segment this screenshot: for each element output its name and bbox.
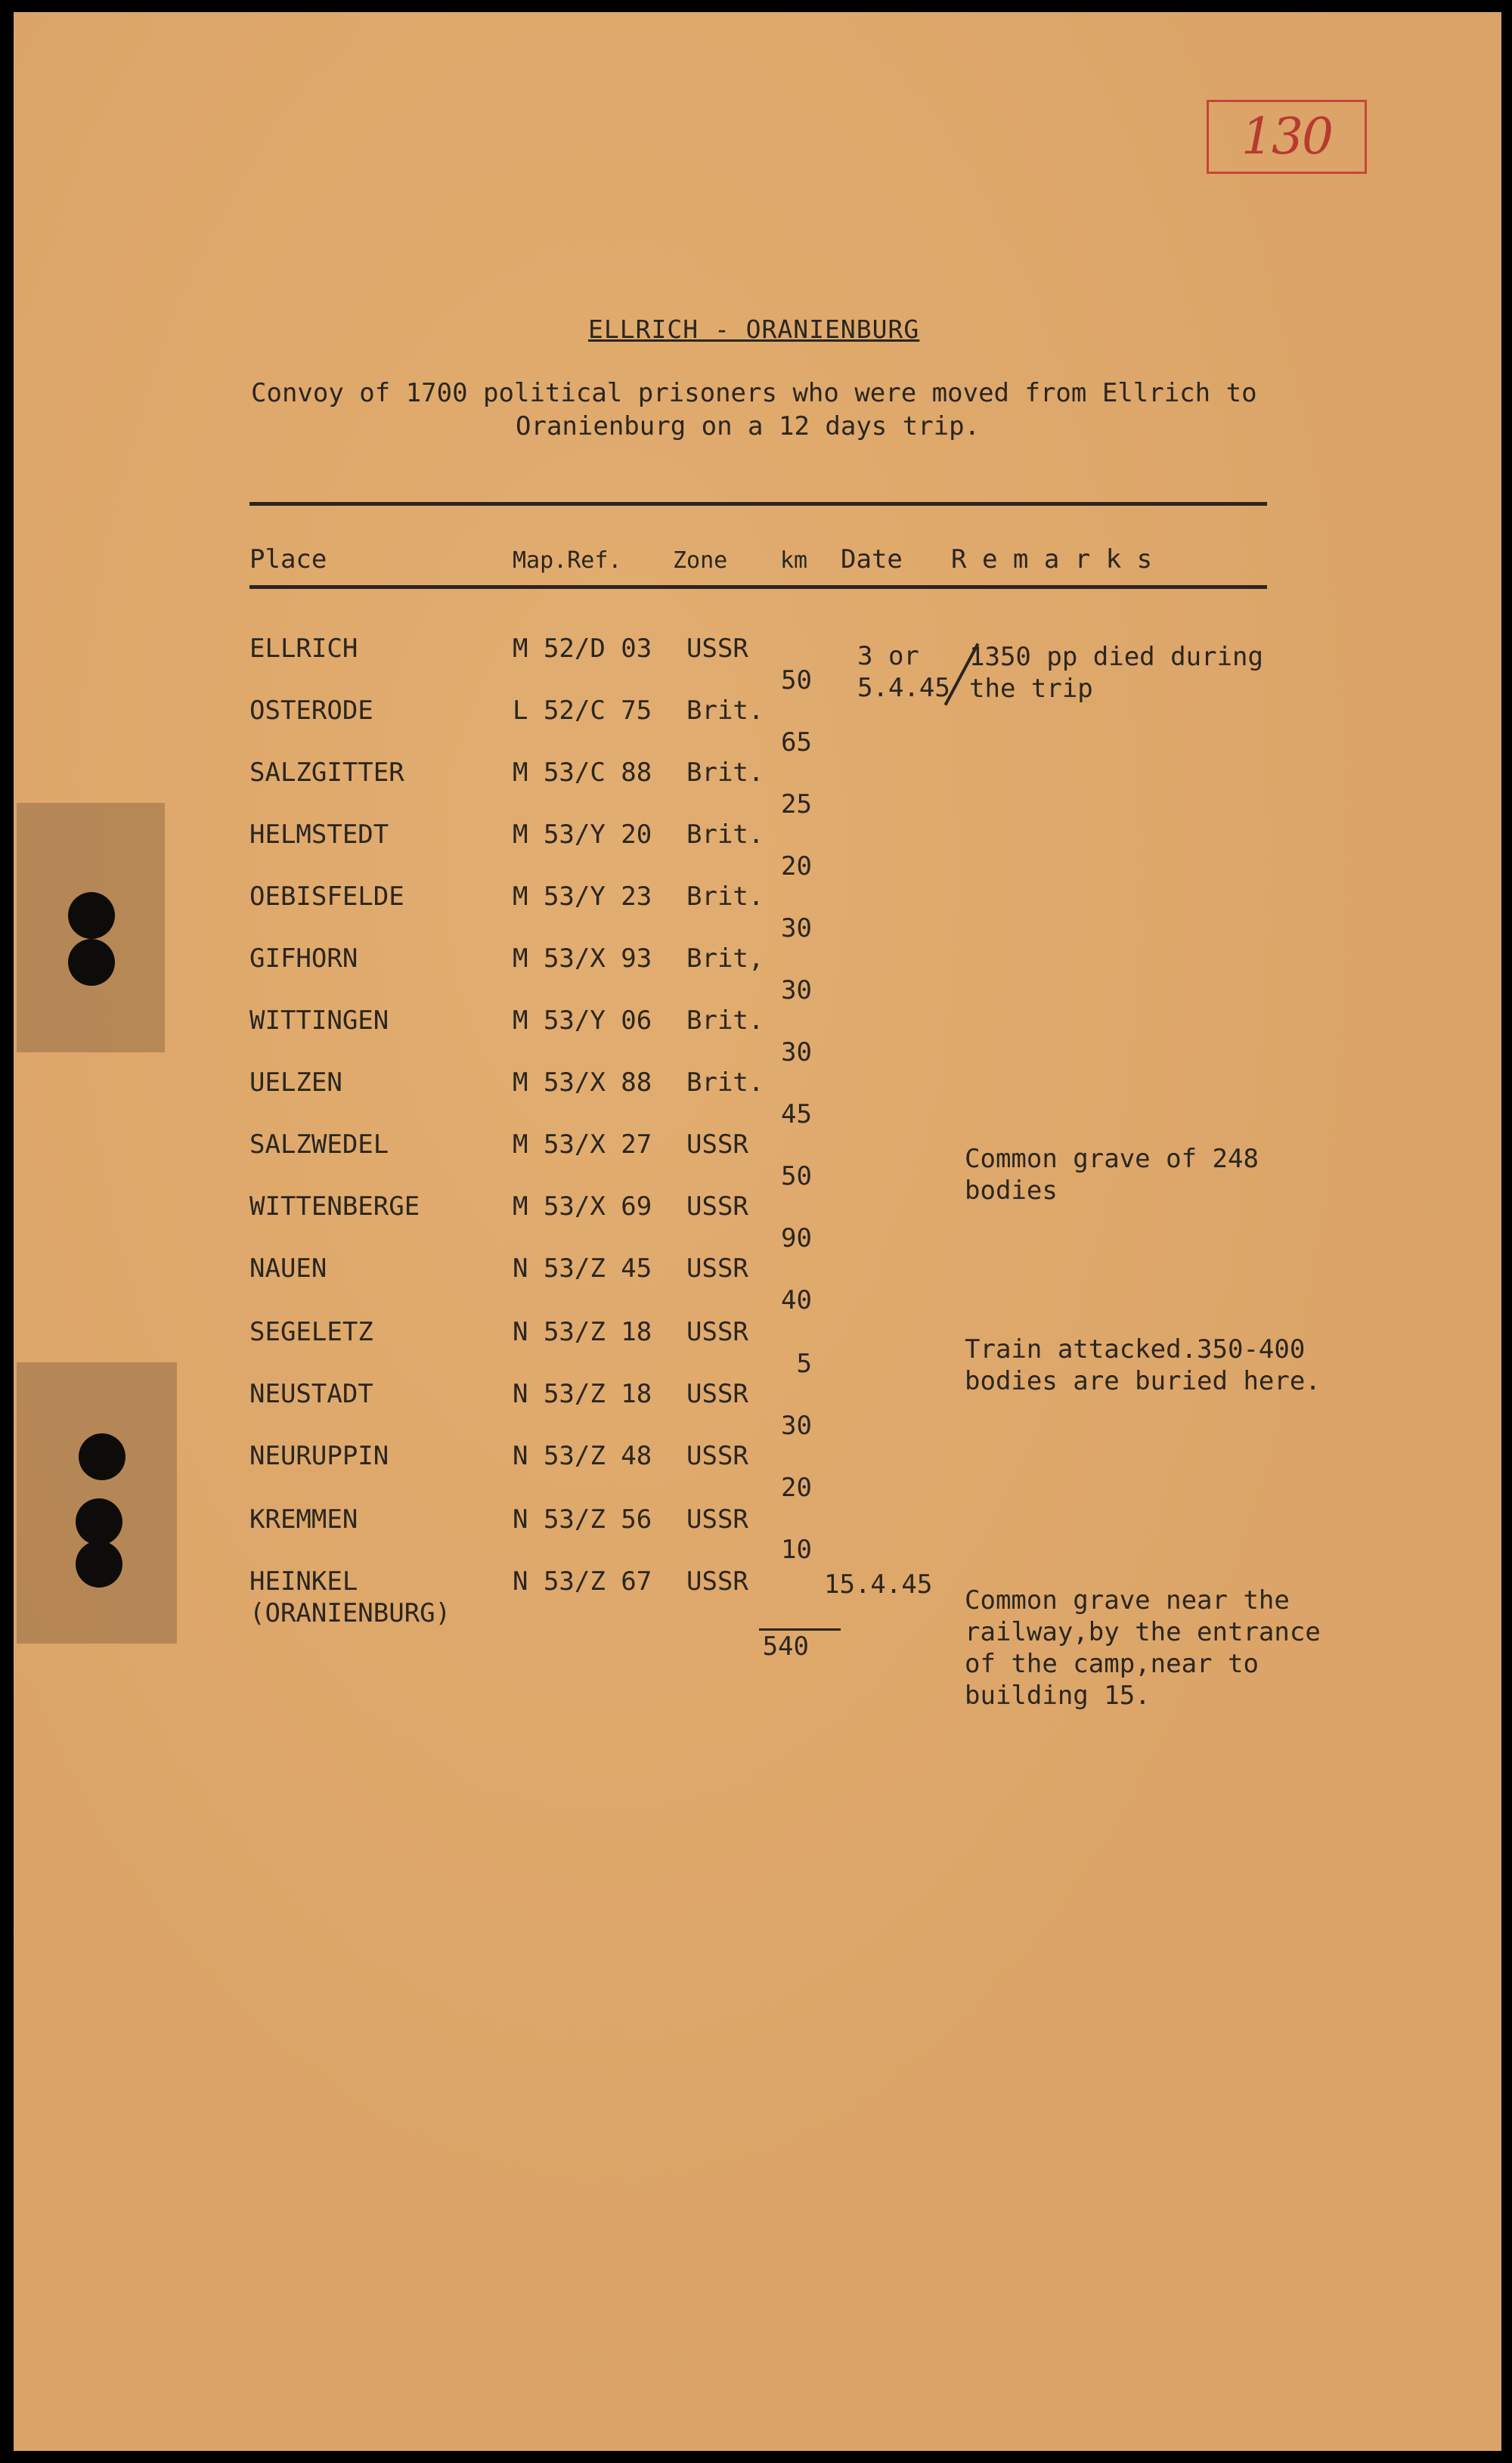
km-segment: 50	[781, 1161, 812, 1191]
map-ref-cell: M 53/Y 20	[513, 819, 652, 850]
km-total-rule	[759, 1628, 841, 1631]
punch-hole	[68, 892, 115, 939]
km-segment: 30	[781, 1037, 812, 1067]
place-cell: SALZWEDEL	[249, 1129, 389, 1160]
zone-cell: USSR	[686, 1129, 748, 1160]
remark-heinkel: Common grave near the railway,by the entrance of the camp,near to building 15.	[965, 1585, 1321, 1711]
map-ref-cell: M 52/D 03	[513, 634, 652, 664]
document-page	[14, 12, 1501, 2451]
km-segment: 90	[781, 1223, 812, 1253]
km-segment: 65	[781, 727, 812, 757]
map-ref-cell: M 53/C 88	[513, 757, 652, 788]
place-cell: WITTINGEN	[249, 1005, 389, 1036]
place-cell: NEUSTADT	[249, 1379, 373, 1409]
header-map-ref: Map.Ref.	[513, 547, 622, 574]
map-ref-cell: N 53/Z 45	[513, 1253, 652, 1284]
header-date: Date	[841, 544, 903, 575]
km-segment: 5	[796, 1349, 812, 1379]
map-ref-cell: N 53/Z 56	[513, 1504, 652, 1535]
km-segment: 25	[781, 789, 812, 819]
zone-cell: USSR	[686, 1253, 748, 1284]
map-ref-cell: M 53/X 27	[513, 1129, 652, 1160]
zone-cell: USSR	[686, 634, 748, 664]
map-ref-cell: M 53/X 88	[513, 1067, 652, 1098]
km-segment: 40	[781, 1285, 812, 1315]
place-cell: OSTERODE	[249, 696, 373, 726]
map-ref-cell: N 53/Z 48	[513, 1441, 652, 1471]
km-segment: 30	[781, 1411, 812, 1441]
remark-salzwedel: Common grave of 248 bodies	[965, 1144, 1259, 1206]
km-segment: 30	[781, 975, 812, 1005]
zone-cell: Brit.	[686, 696, 764, 726]
punch-hole	[79, 1433, 125, 1480]
place-cell: NAUEN	[249, 1253, 327, 1284]
date-end: 15.4.45	[824, 1569, 933, 1600]
km-segment: 20	[781, 851, 812, 881]
intro-line-2: Oranienburg on a 12 days trip.	[516, 411, 981, 441]
header-km: km	[780, 547, 808, 574]
table-top-rule	[249, 502, 1267, 506]
map-ref-cell: L 52/C 75	[513, 696, 652, 726]
zone-cell: Brit.	[686, 881, 764, 912]
map-ref-cell: M 53/Y 06	[513, 1005, 652, 1036]
place-cell: WITTENBERGE	[249, 1191, 420, 1222]
place-cell: SEGELETZ	[249, 1317, 373, 1347]
km-segment: 10	[781, 1535, 812, 1565]
zone-cell: Brit.	[686, 757, 764, 788]
header-zone: Zone	[673, 547, 728, 574]
punch-hole	[76, 1498, 122, 1545]
map-ref-cell: M 53/Y 23	[513, 881, 652, 912]
zone-cell: Brit,	[686, 943, 764, 974]
place-cell: OEBISFELDE	[249, 881, 404, 912]
page-number-stamp: 130	[1207, 100, 1367, 174]
map-ref-cell: N 53/Z 18	[513, 1317, 652, 1347]
map-ref-cell: M 53/X 69	[513, 1191, 652, 1222]
km-segment: 50	[781, 665, 812, 696]
date-start-line2: 5.4.45	[857, 673, 950, 703]
place-cell: NEURUPPIN	[249, 1441, 389, 1471]
header-bottom-rule	[249, 585, 1267, 589]
place-cell-line2: (ORANIENBURG)	[249, 1598, 451, 1628]
place-cell: SALZGITTER	[249, 757, 404, 788]
zone-cell: USSR	[686, 1441, 748, 1471]
map-ref-cell: M 53/X 93	[513, 943, 652, 974]
zone-cell: USSR	[686, 1379, 748, 1409]
zone-cell: USSR	[686, 1504, 748, 1535]
date-start-line1: 3 or	[857, 641, 919, 671]
header-place: Place	[249, 544, 327, 575]
remark-ellrich: 1350 pp died during the trip	[969, 642, 1263, 704]
zone-cell: Brit.	[686, 819, 764, 850]
map-ref-cell: N 53/Z 67	[513, 1566, 652, 1597]
zone-cell: USSR	[686, 1317, 748, 1347]
km-total: 540	[762, 1631, 809, 1662]
intro-line-1: Convoy of 1700 political prisoners who were moved from Ellrich to	[251, 378, 1257, 408]
punch-hole	[68, 939, 115, 986]
place-cell: ELLRICH	[249, 634, 358, 664]
place-cell: HEINKEL	[249, 1566, 358, 1597]
zone-cell: USSR	[686, 1191, 748, 1222]
zone-cell: Brit.	[686, 1005, 764, 1036]
place-cell: GIFHORN	[249, 943, 358, 974]
place-cell: HELMSTEDT	[249, 819, 389, 850]
place-cell: UELZEN	[249, 1067, 342, 1098]
document-title: ELLRICH - ORANIENBURG	[588, 314, 920, 344]
km-segment: 30	[781, 913, 812, 943]
zone-cell: Brit.	[686, 1067, 764, 1098]
km-segment: 45	[781, 1099, 812, 1129]
header-remarks: R e m a r k s	[951, 544, 1153, 575]
remark-segeletz: Train attacked.350-400 bodies are buried here.	[965, 1334, 1321, 1396]
km-segment: 20	[781, 1473, 812, 1503]
map-ref-cell: N 53/Z 18	[513, 1379, 652, 1409]
punch-hole	[76, 1541, 122, 1588]
zone-cell: USSR	[686, 1566, 748, 1597]
place-cell: KREMMEN	[249, 1504, 358, 1535]
